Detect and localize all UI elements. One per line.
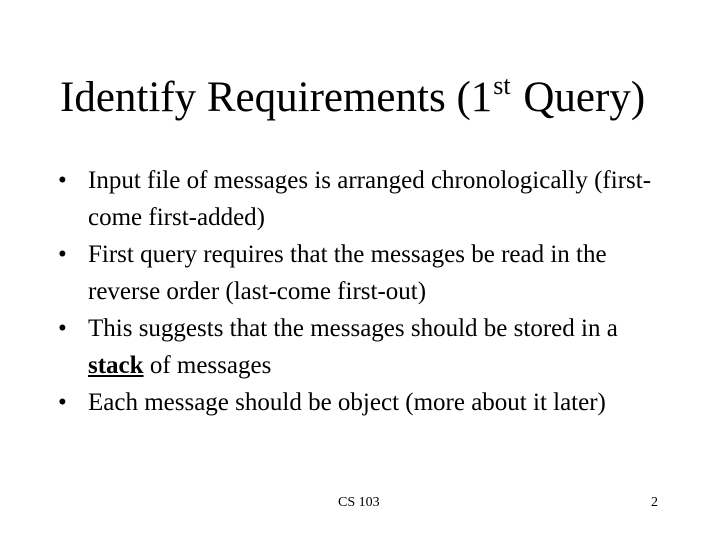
footer-course: CS 103 [338,495,380,510]
bullet-icon: • [58,389,67,416]
title-prefix: Identify Requirements (1 [60,74,493,121]
bullet-item-message-object [58,384,678,421]
bullet-icon: • [58,315,67,342]
bullet-text: First query requires that the messages be read in the reverse order (last-come first-out) [88,241,607,305]
stack-keyword: stack [88,352,144,379]
bullet-list [58,162,678,421]
bullet-item-stack [58,310,678,384]
bullet-text: Input file of messages is arranged chronologically (first-come first-added) [88,167,652,231]
page-number: 2 [651,495,658,510]
title-superscript: st [493,71,511,100]
bullet-icon: • [58,167,67,194]
bullet-item-input-file [58,162,678,236]
bullet-icon: • [58,241,67,268]
slide-title [60,66,700,130]
bullet-item-first-query [58,236,678,310]
title-suffix: Query) [512,74,646,121]
bullet-text-after: of messages [143,352,272,379]
bullet-text-before: This suggests that the messages should be stored in a [88,315,618,342]
bullet-text: Each message should be object (more about it later) [88,389,606,416]
